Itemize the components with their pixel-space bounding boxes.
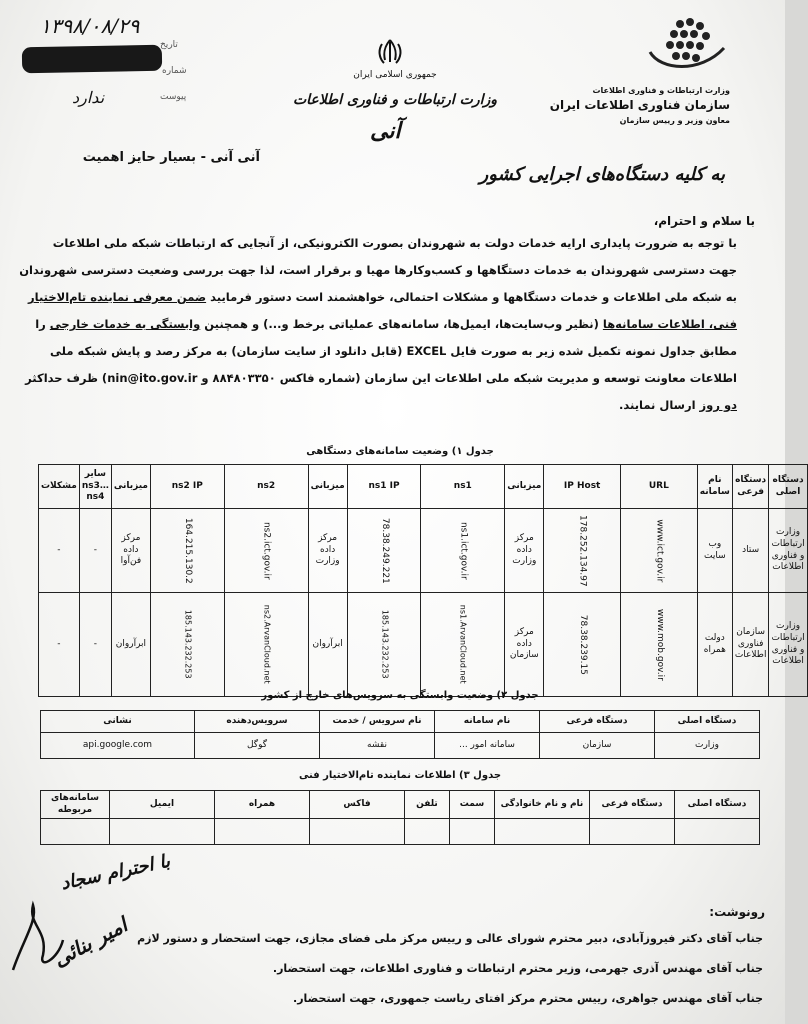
table1-cell: وزارت ارتباطات و فناوری اطلاعات bbox=[769, 509, 807, 593]
body-line4-c: (نظیر وب‌سایت‌ها، ایمیل‌ها، سامانه‌های عملیاتی برخط و...) و همچنین bbox=[200, 317, 603, 331]
org-line1: وزارت ارتباطات و فناوری اطلاعات bbox=[592, 86, 730, 95]
body-line3-a: به شبکه ملی اطلاعات و خدمات دستگاهها و مشکلات احتمالی، خواهشمند است دستور فرمایید bbox=[206, 290, 737, 304]
table1-cell: ns1.ict.gov.ir bbox=[458, 521, 469, 580]
table1-header: مشکلات bbox=[39, 465, 80, 509]
org-line3: معاون وزیر و رییس سازمان bbox=[619, 116, 730, 125]
table2-header: نشانی bbox=[41, 711, 195, 733]
table1-header: دستگاه فرعی bbox=[732, 465, 769, 509]
urgent-handwritten: آنی bbox=[370, 118, 401, 144]
table2-header: دستگاه فرعی bbox=[540, 711, 655, 733]
body-line4-a: فنی، bbox=[704, 317, 737, 331]
table1-header: ns1 IP bbox=[347, 465, 421, 509]
cc-line: جناب آقای مهندس آذری جهرمی، وزیر محترم ارتباطات و فناوری اطلاعات، جهت استحضار. bbox=[272, 962, 763, 975]
table2-header: نام سامانه bbox=[435, 711, 540, 733]
table1-cell: 178.252.134.97 bbox=[577, 514, 588, 587]
table1-cell: ns2.ict.gov.ir bbox=[261, 521, 272, 580]
table1-cell: دولت همراه bbox=[697, 593, 732, 697]
body-line2: جهت دسترسی شهروندان به خدمات دستگاهها و کسب‌وکارها مهیا و برقرار است، لذا جهت بررسی وضعیت دسترسی شهروندان bbox=[19, 263, 737, 277]
body-line4-d: وابستگی به خدمات خارجی bbox=[49, 317, 201, 331]
table1-header: سایر ns3…ns4 bbox=[79, 465, 111, 509]
table1-cell: - bbox=[79, 593, 111, 697]
signature-scribble-icon bbox=[8, 900, 68, 980]
table1 bbox=[38, 464, 808, 697]
body-line1: با توجه به ضرورت پایداری ارایه خدمات دولت به شهروندان بصورت الکترونیکی، از آنجایی که ارتباطات شبکه ملی اطلاعات bbox=[52, 236, 737, 250]
table-row bbox=[41, 733, 760, 759]
signature-name: سجاد bbox=[59, 865, 103, 895]
cc-line: جناب آقای دکتر فیروزآبادی، دبیر محترم شورای عالی و رییس مرکز ملی فضای مجازی، جهت استحضار و دستور لازم bbox=[137, 932, 763, 945]
table1-header: دستگاه اصلی bbox=[769, 465, 807, 509]
table1-cell: - bbox=[39, 509, 80, 593]
recipient-label: به کلیه دستگاه‌های اجرایی کشور bbox=[479, 164, 725, 185]
table1-header: IP Host bbox=[544, 465, 621, 509]
table2-cell: نقشه bbox=[320, 733, 435, 759]
table2-cell: api.google.com bbox=[41, 733, 195, 759]
table2-header: دستگاه اصلی bbox=[655, 711, 760, 733]
org-line2: سازمان فناوری اطلاعات ایران bbox=[549, 98, 730, 112]
table1-cell: ns1.ArvanCloud.net bbox=[459, 604, 469, 684]
cc-line: جناب آقای مهندس جواهری، رییس محترم مرکز افتای ریاست جمهوری، جهت استحضار. bbox=[293, 992, 763, 1005]
iran-emblem-icon bbox=[375, 38, 405, 66]
table3-header: فاکس bbox=[310, 791, 405, 819]
ito-logo-icon bbox=[640, 12, 730, 72]
table1-cell: www.mob.gov.ir bbox=[654, 608, 665, 681]
table-row bbox=[39, 593, 808, 697]
body-line7-a: دو روز bbox=[699, 398, 737, 412]
table3-header: ایمیل bbox=[110, 791, 215, 819]
table1-cell: وب سایت bbox=[697, 509, 732, 593]
table2 bbox=[40, 710, 760, 759]
table1-header-row bbox=[39, 465, 808, 509]
attachment-value: ندارد bbox=[72, 88, 105, 107]
table1-header: ns2 IP bbox=[150, 465, 224, 509]
table3 bbox=[40, 790, 760, 845]
table1-cell: 164.215.130.2 bbox=[183, 517, 194, 584]
body-line5: مطابق جداول نمونه تکمیل شده زیر به صورت فایل EXCEL (قابل دانلود از سایت سازمان) به مرکز رصد و پایش شبکه ملی bbox=[50, 344, 737, 358]
number-label: شماره bbox=[162, 66, 187, 76]
table3-header: دستگاه اصلی bbox=[675, 791, 760, 819]
table2-header-row bbox=[41, 711, 760, 733]
signature-closing bbox=[59, 851, 172, 895]
table1-header: ns1 bbox=[421, 465, 505, 509]
table1-cell: سازمان فناوری اطلاعات bbox=[732, 593, 769, 697]
table1-cell: 78.38.239.15 bbox=[577, 614, 588, 675]
date-label: تاریخ bbox=[160, 40, 178, 50]
body-line4 bbox=[30, 311, 737, 338]
table3-header: سمت bbox=[450, 791, 495, 819]
table1-header: میزبانی bbox=[308, 465, 347, 509]
body-paragraph bbox=[19, 230, 737, 419]
body-line3 bbox=[30, 284, 737, 311]
table1-cell: 78.38.249.221 bbox=[379, 517, 390, 584]
table2-cell: سازمان bbox=[540, 733, 655, 759]
republic-label: جمهوری اسلامی ایران bbox=[353, 70, 437, 80]
signature-closing-text: با احترام bbox=[104, 850, 172, 885]
table3-header: دستگاه فرعی bbox=[590, 791, 675, 819]
table1-cell: مرکز داده سازمان bbox=[505, 593, 544, 697]
table3-caption: جدول ۳) اطلاعات نماینده تام‌الاختیار فنی bbox=[298, 770, 502, 781]
table3-header: تلفن bbox=[405, 791, 450, 819]
greeting: با سلام و احترام، bbox=[653, 214, 755, 228]
table2-header: نام سرویس / خدمت bbox=[320, 711, 435, 733]
table1-cell: مرکز داده وزارت bbox=[308, 509, 347, 593]
table3-header: سامانه‌های مربوطه bbox=[41, 791, 110, 819]
table1-cell: - bbox=[79, 509, 111, 593]
table2-header: سرویس‌دهنده bbox=[195, 711, 320, 733]
table1-cell: ابرآروان bbox=[308, 593, 347, 697]
table1-cell: ستاد bbox=[732, 509, 769, 593]
body-line7-b: ارسال نمایند. bbox=[619, 398, 700, 412]
table1-caption: جدول ۱) وضعیت سامانه‌های دستگاهی bbox=[306, 446, 494, 457]
ministry-title: وزارت ارتباطات و فناوری اطلاعات bbox=[292, 92, 498, 108]
body-line3-b: ضمن معرفی نماینده تام‌الاختیار bbox=[28, 290, 207, 304]
table1-cell: 185.143.232.253 bbox=[183, 609, 193, 679]
table1-cell: مرکز داده فن‌آوا bbox=[111, 509, 150, 593]
body-line4-b: اطلاعات سامانه‌ها bbox=[602, 317, 705, 331]
table3-header: همراه bbox=[215, 791, 310, 819]
table1-cell: - bbox=[39, 593, 80, 697]
table1-cell: مرکز داده وزارت bbox=[505, 509, 544, 593]
table-row bbox=[39, 509, 808, 593]
table1-header: میزبانی bbox=[111, 465, 150, 509]
table1-cell: ns2.ArvanCloud.net bbox=[262, 604, 272, 684]
signature-surname: امیر بنائی bbox=[49, 912, 132, 972]
body-line6: اطلاعات معاونت توسعه و مدیریت شبکه ملی اطلاعات این سازمان (شماره فاکس ۸۸۴۸۰۳۳۵۰ و nin@ito.gov.ir) ظرف حداکثر bbox=[25, 371, 737, 385]
table1-cell: وزارت ارتباطات و فناوری اطلاعات bbox=[769, 593, 807, 697]
table2-caption: جدول ۲) وضعیت وابستگی به سرویس‌های خارج از کشور bbox=[261, 690, 539, 701]
priority-label: آنی آنی - بسیار حایز اهمیت bbox=[82, 150, 260, 165]
cc-title: رونوشت: bbox=[709, 905, 765, 919]
attachment-label: پیوست bbox=[160, 92, 187, 102]
table1-cell: 185.143.232.253 bbox=[380, 609, 390, 679]
table3-header: نام و نام خانوادگی bbox=[495, 791, 590, 819]
date-handwritten: ۱۳۹۸/۰۸/۲۹ bbox=[40, 14, 140, 38]
redacted-number bbox=[22, 45, 162, 73]
table1-header: میزبانی bbox=[505, 465, 544, 509]
table2-cell: سامانه امور ... bbox=[435, 733, 540, 759]
table1-header: ns2 bbox=[224, 465, 308, 509]
table-row bbox=[41, 819, 760, 845]
table2-cell: گوگل bbox=[195, 733, 320, 759]
table2-cell: وزارت bbox=[655, 733, 760, 759]
table3-header-row bbox=[41, 791, 760, 819]
body-line4-e: را bbox=[35, 317, 50, 331]
table1-header: نام سامانه bbox=[697, 465, 732, 509]
table1-cell: www.ict.gov.ir bbox=[654, 519, 665, 582]
table1-cell: ابرآروان bbox=[111, 593, 150, 697]
table1-header: URL bbox=[620, 465, 697, 509]
body-line7 bbox=[30, 392, 737, 419]
